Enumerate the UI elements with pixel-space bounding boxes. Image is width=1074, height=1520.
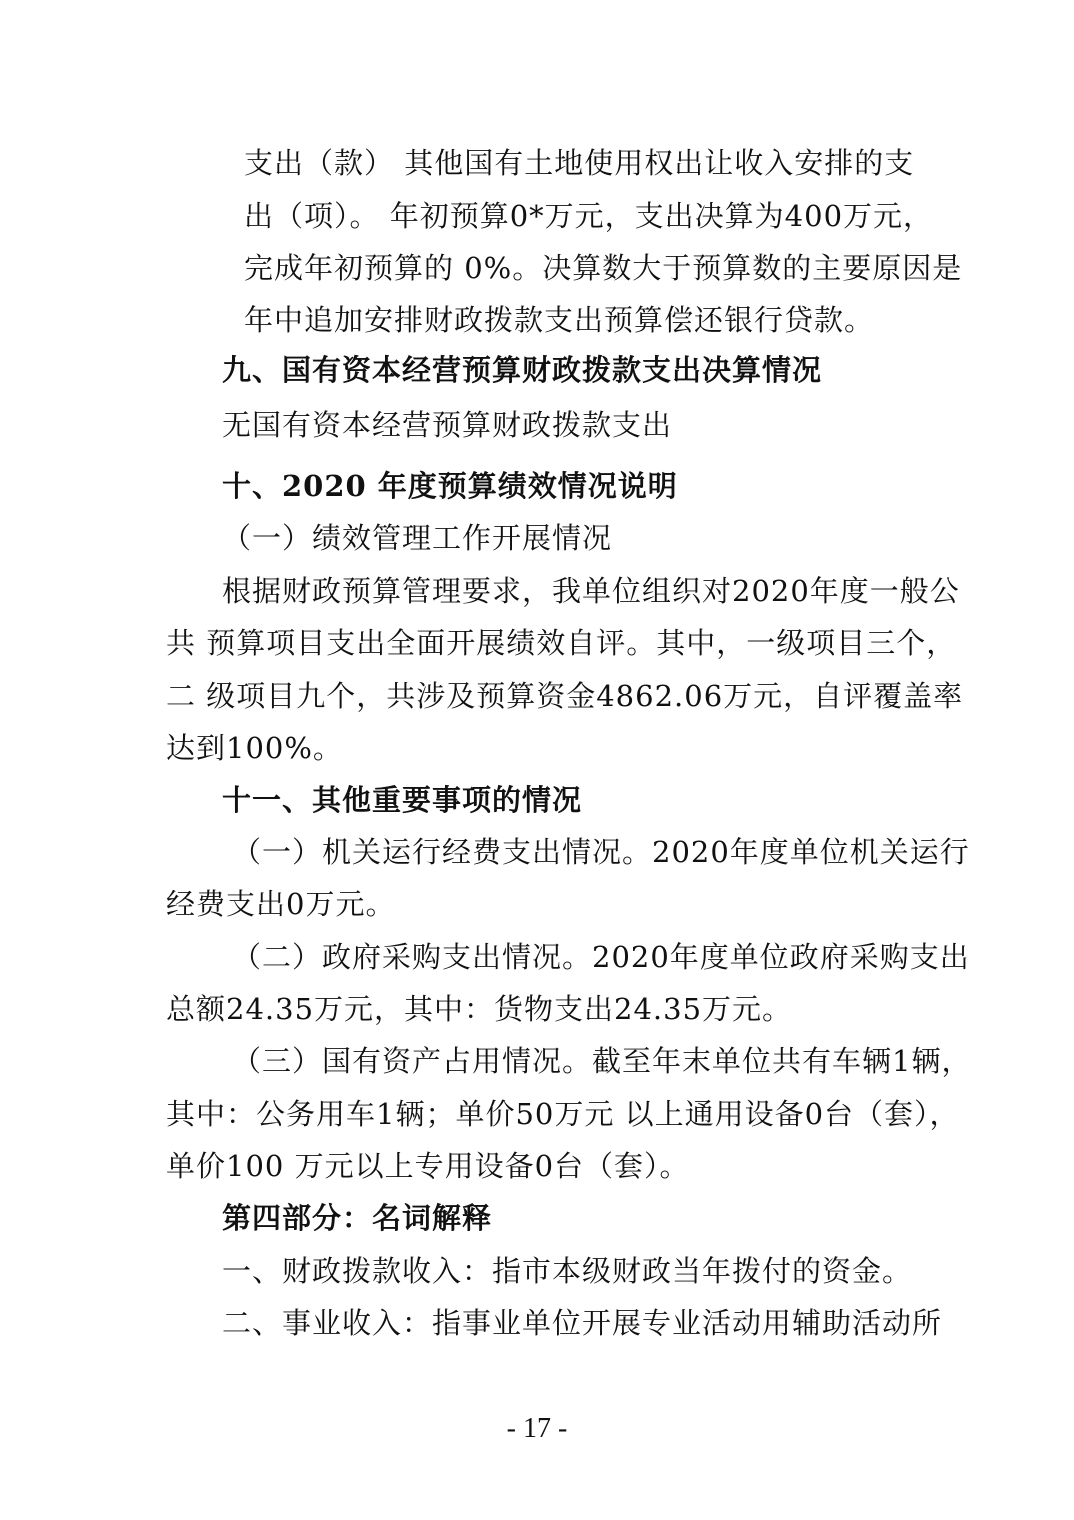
body-text-line: （三）国有资产占用情况。截至年末单位共有车辆1辆， — [232, 1044, 972, 1078]
body-text-line: 无国有资本经营预算财政拨款支出 — [222, 408, 673, 442]
body-text-line: 支出（款） 其他国有土地使用权出让收入安排的支 — [244, 146, 915, 180]
body-text-line: 完成年初预算的 0%。决算数大于预算数的主要原因是 — [244, 251, 963, 285]
body-text-line: 经费支出0万元。 — [166, 887, 396, 921]
body-text-line: 达到100%。 — [166, 731, 343, 765]
body-text-line: 根据财政预算管理要求，我单位组织对2020年度一般公 — [222, 574, 960, 608]
section-heading: 十一、其他重要事项的情况 — [222, 783, 583, 817]
body-text-line: 总额24.35万元，其中：货物支出24.35万元。 — [166, 992, 793, 1026]
body-text-line: 年中追加安排财政拨款支出预算偿还银行贷款。 — [244, 303, 875, 337]
body-text-line: 一、财政拨款收入：指市本级财政当年拨付的资金。 — [222, 1254, 913, 1288]
body-text-line: 共 预算项目支出全面开展绩效自评。其中，一级项目三个， — [166, 626, 957, 660]
body-text-line: 出（项）。 年初预算0*万元，支出决算为400万元， — [244, 199, 934, 233]
body-text-line: 二 级项目九个，共涉及预算资金4862.06万元，自评覆盖率 — [166, 679, 964, 713]
section-heading: 十、2020 年度预算绩效情况说明 — [222, 469, 678, 503]
page-number: - 17 - — [506, 1413, 568, 1444]
part-heading: 第四部分：名词解释 — [222, 1201, 493, 1235]
section-heading: 九、国有资本经营预算财政拨款支出决算情况 — [222, 353, 823, 387]
body-text-line: （一）机关运行经费支出情况。2020年度单位机关运行 — [232, 835, 970, 869]
body-text-line: 其中：公务用车1辆；单价50万元 以上通用设备0台（套）， — [166, 1097, 960, 1131]
subsection-heading: （一）绩效管理工作开展情况 — [222, 521, 613, 555]
body-text-line: （二）政府采购支出情况。2020年度单位政府采购支出 — [232, 940, 970, 974]
body-text-line: 单价100 万元以上专用设备0台（套）。 — [166, 1149, 690, 1183]
body-text-line: 二、事业收入：指事业单位开展专业活动用辅助活动所 — [222, 1306, 943, 1340]
